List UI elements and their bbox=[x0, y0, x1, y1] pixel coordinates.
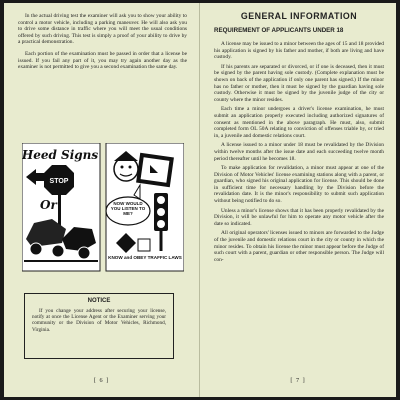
right-paragraph-6: Unless a minor's license shows that it has been properly revalidated by the Division, it will be unlawful for him to operate any motor vehicle after the date so indicated. bbox=[214, 207, 384, 227]
notice-text: If you change your address after securing your license, notify at once the License Agent or the Examiner serving your community or the Division of Motor Vehicles, Richmond, Virginia. bbox=[32, 308, 166, 333]
traffic-illustration bbox=[22, 143, 184, 281]
notice-title: NOTICE bbox=[87, 298, 111, 304]
notice-box bbox=[24, 293, 174, 359]
right-paragraph-5: To make application for revalidation, a minor must appear at one of the Division of Motor Vehicles' license examining stations along with a parent, or guardian, who signed his original application for license. This should be done in sufficient time for necessary handling by the Division before the revalidation date. It is the minor's responsibility to submit such application without being notified to do so. bbox=[214, 165, 384, 205]
page-number-right: [ 7 ] bbox=[290, 377, 306, 384]
right-paragraph-1: A license may be issued to a minor between the ages of 15 and 18 provided his application is signed by his father and mother, if both are living and have custody. bbox=[214, 41, 384, 61]
right-page bbox=[200, 3, 396, 397]
left-page bbox=[4, 3, 200, 397]
right-paragraph-7: All original operators' licenses issued to minors are forwarded to the Judge of the juvenile and domestic relations court in the city or county in which the minor resides. To obtain his license the minor must appear before the Judge of such court with a parent, guardian or other responsible person. The Judge will con- bbox=[214, 230, 384, 263]
right-paragraph-2: If his parents are separated or divorced, or if one is deceased, then it must be signed by the parent having sole custody. (Complete explanation must be shown on back of the application if only one parent has signed.) If the minor has no father or mother, then it must be signed by the guardian having sole custody. Otherwise it must be signed by the juvenile judge of the city or county where the minor resides. bbox=[214, 63, 384, 103]
speech-bubble-text: NOW WOULD YOU LISTEN TO ME? bbox=[110, 201, 146, 216]
illustration-drawing bbox=[22, 143, 184, 281]
page-number-left: [ 6 ] bbox=[93, 377, 110, 384]
right-paragraph-4: A license issued to a minor under 18 must be revalidated by the Division within twelve months after the issue date and each succeeding twelve month period thereafter until he becomes 18. bbox=[214, 142, 384, 162]
left-paragraph-1: In the actual driving test the examiner will ask you to show your ability to control a motor vehicle, including a parking maneuver. He will also ask you to drive some distance in traffic where you will meet the usual conditions offered by such driving. This test is simply a proof of your ability to drive by a practical demonstration. bbox=[18, 13, 187, 46]
or-text: Or bbox=[40, 198, 57, 212]
section-heading: REQUIREMENT OF APPLICANTS UNDER 18 bbox=[214, 27, 344, 34]
obey-caption: KNOW and OBEY TRAFFIC LAWS bbox=[108, 255, 182, 260]
left-paragraph-2: Each portion of the examination must be passed in order that a license be issued. If you fail any part of it, you may try again another day as the examiner is not permitted to give you a second examination the same day. bbox=[18, 50, 187, 71]
right-paragraph-3: Each time a minor undergoes a driver's license examination, he must submit an application properly executed including authorized signatures of consent as mentioned in the above paragraph. He must, also, submit completed form OL 50A relating to conviction of offenses triable by, or tried in, a juvenile and domestic relations court. bbox=[214, 106, 384, 139]
stop-text: STOP bbox=[49, 178, 69, 185]
page-title: GENERAL INFORMATION bbox=[240, 11, 358, 21]
booklet-spread bbox=[4, 3, 396, 397]
heed-signs-text: Heed Signs bbox=[22, 148, 99, 162]
